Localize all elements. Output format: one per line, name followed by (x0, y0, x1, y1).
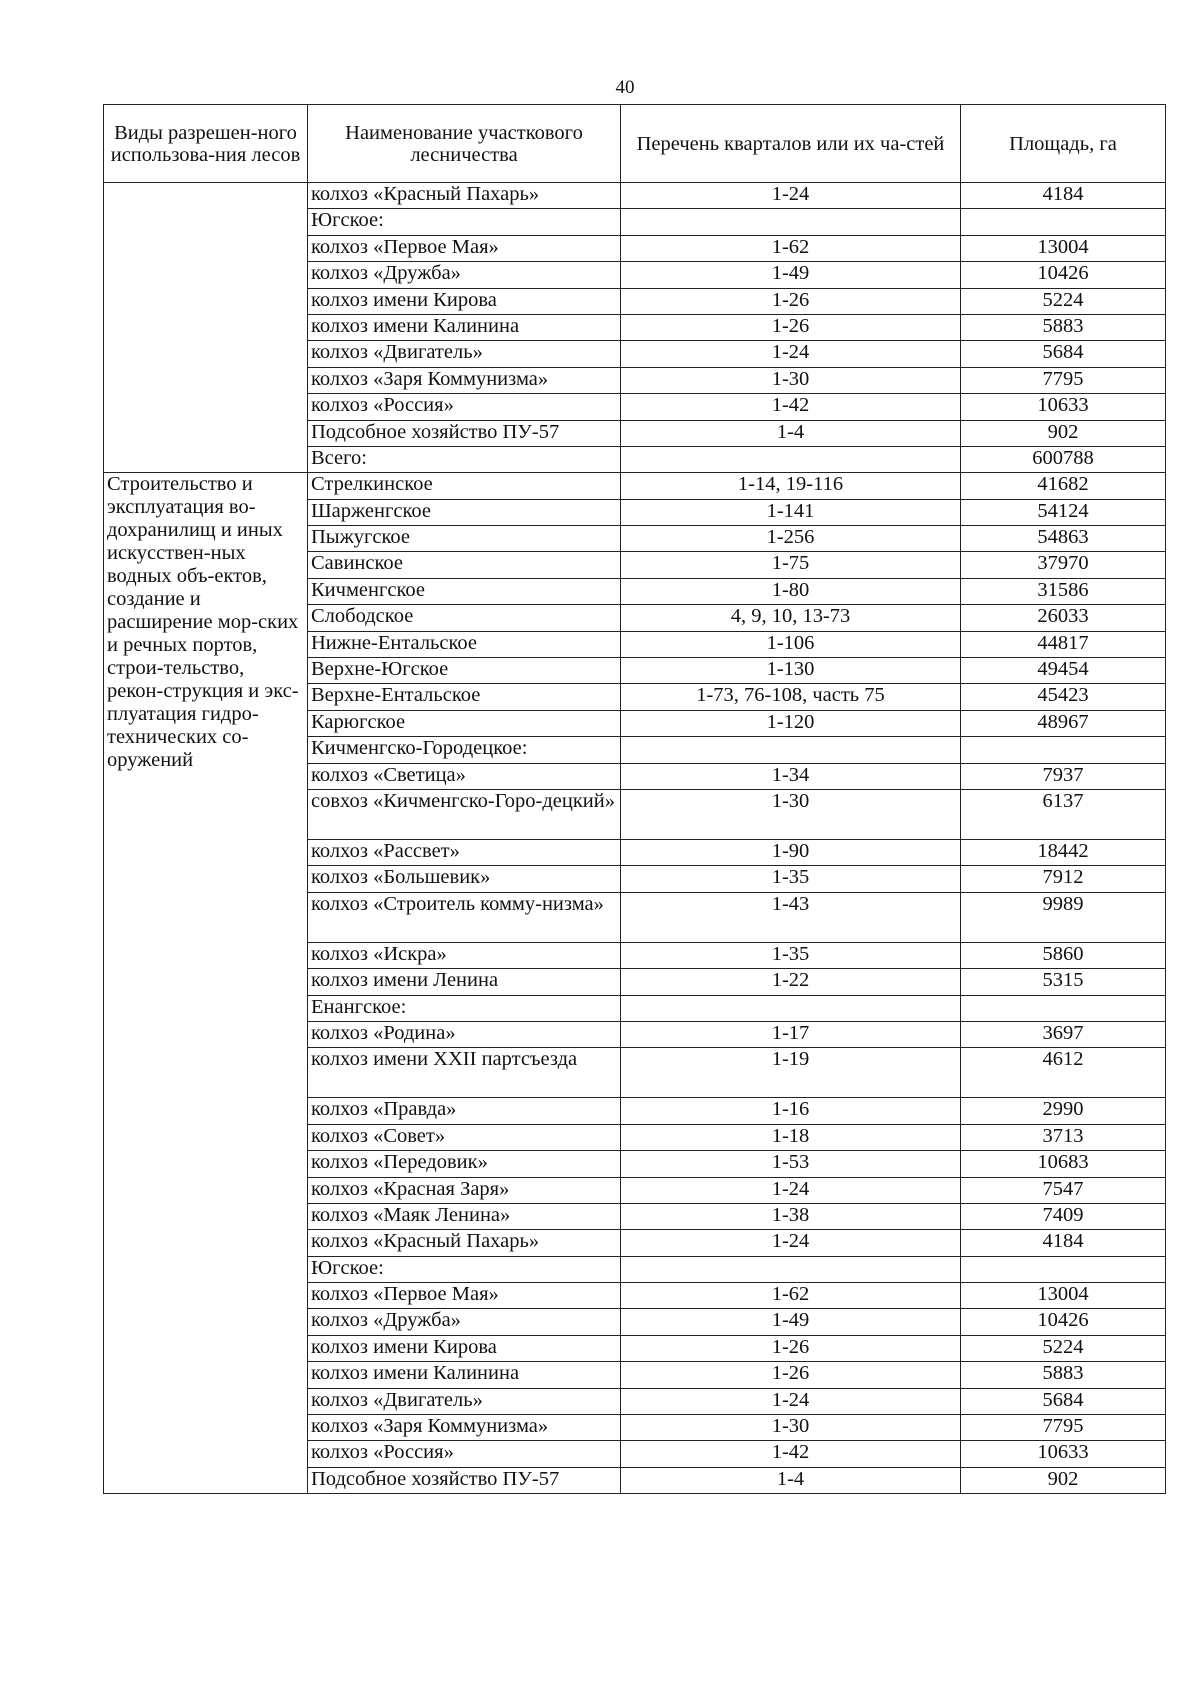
quarters-cell: 1-22 (621, 969, 961, 995)
table-row (104, 473, 1166, 499)
area-cell (961, 995, 1166, 1021)
district-cell: колхоз «Искра» (308, 942, 621, 968)
quarters-cell: 1-53 (621, 1151, 961, 1177)
quarters-cell: 1-35 (621, 866, 961, 892)
table-row (104, 183, 1166, 209)
area-cell: 10633 (961, 1441, 1166, 1467)
quarters-cell: 1-62 (621, 235, 961, 261)
quarters-cell: 1-30 (621, 789, 961, 839)
quarters-cell: 1-24 (621, 1177, 961, 1203)
quarters-cell: 1-14, 19-116 (621, 473, 961, 499)
area-cell: 18442 (961, 839, 1166, 865)
area-cell: 5315 (961, 969, 1166, 995)
district-cell: колхоз «Заря Коммунизма» (308, 367, 621, 393)
quarters-cell: 1-16 (621, 1098, 961, 1124)
area-cell: 5224 (961, 288, 1166, 314)
quarters-cell: 1-75 (621, 552, 961, 578)
area-cell: 600788 (961, 446, 1166, 472)
area-cell: 45423 (961, 684, 1166, 710)
district-cell: Пыжугское (308, 526, 621, 552)
area-cell: 902 (961, 1467, 1166, 1493)
district-cell: колхоз «Красная Заря» (308, 1177, 621, 1203)
area-cell: 7795 (961, 1415, 1166, 1441)
area-cell: 37970 (961, 552, 1166, 578)
area-cell: 7912 (961, 866, 1166, 892)
district-cell: колхоз «Красный Пахарь» (308, 183, 621, 209)
quarters-cell: 1-26 (621, 288, 961, 314)
quarters-cell: 1-43 (621, 892, 961, 942)
district-cell: колхоз имени Кирова (308, 1335, 621, 1361)
district-cell: Югское: (308, 1256, 621, 1282)
quarters-cell: 1-30 (621, 1415, 961, 1441)
quarters-cell: 1-49 (621, 1309, 961, 1335)
quarters-cell (621, 446, 961, 472)
quarters-cell: 1-62 (621, 1283, 961, 1309)
area-cell: 54124 (961, 499, 1166, 525)
area-cell: 7409 (961, 1203, 1166, 1229)
district-cell: колхоз имени Калинина (308, 314, 621, 340)
quarters-cell: 1-130 (621, 658, 961, 684)
quarters-cell: 1-90 (621, 839, 961, 865)
district-cell: колхоз «Совет» (308, 1124, 621, 1150)
quarters-cell: 1-17 (621, 1021, 961, 1047)
header-area: Площадь, га (961, 105, 1166, 183)
district-cell: колхоз имени Ленина (308, 969, 621, 995)
district-cell: колхоз «Красный Пахарь» (308, 1230, 621, 1256)
area-cell: 5224 (961, 1335, 1166, 1361)
area-cell: 4612 (961, 1048, 1166, 1098)
district-cell: Кичменгско-Городецкое: (308, 737, 621, 763)
district-cell: колхоз «Дружба» (308, 262, 621, 288)
area-cell: 31586 (961, 578, 1166, 604)
quarters-cell: 1-141 (621, 499, 961, 525)
district-cell: Кичменгское (308, 578, 621, 604)
district-cell: колхоз имени Калинина (308, 1362, 621, 1388)
district-cell: Подсобное хозяйство ПУ-57 (308, 1467, 621, 1493)
district-cell: Стрелкинское (308, 473, 621, 499)
quarters-cell: 1-35 (621, 942, 961, 968)
area-cell: 10683 (961, 1151, 1166, 1177)
quarters-cell: 1-106 (621, 631, 961, 657)
district-cell: Подсобное хозяйство ПУ-57 (308, 420, 621, 446)
area-cell (961, 1256, 1166, 1282)
area-cell: 10426 (961, 262, 1166, 288)
area-cell: 26033 (961, 605, 1166, 631)
district-cell: колхоз «Родина» (308, 1021, 621, 1047)
area-cell: 3713 (961, 1124, 1166, 1150)
quarters-cell: 1-49 (621, 262, 961, 288)
header-use-type: Виды разрешен-ного использова-ния лесов (104, 105, 308, 183)
district-cell: Карюгское (308, 710, 621, 736)
area-cell: 7547 (961, 1177, 1166, 1203)
district-cell: колхоз «Двигатель» (308, 1388, 621, 1414)
quarters-cell: 1-256 (621, 526, 961, 552)
area-cell: 4184 (961, 183, 1166, 209)
quarters-cell: 1-24 (621, 1230, 961, 1256)
district-cell: Верхне-Ентальское (308, 684, 621, 710)
area-cell: 54863 (961, 526, 1166, 552)
area-cell: 3697 (961, 1021, 1166, 1047)
area-cell (961, 737, 1166, 763)
area-cell: 49454 (961, 658, 1166, 684)
page-number: 40 (615, 77, 635, 98)
quarters-cell: 1-26 (621, 1335, 961, 1361)
area-cell: 10426 (961, 1309, 1166, 1335)
area-cell: 13004 (961, 235, 1166, 261)
quarters-cell: 1-30 (621, 367, 961, 393)
quarters-cell: 1-24 (621, 341, 961, 367)
forest-use-table (103, 104, 1166, 1494)
quarters-cell: 1-24 (621, 183, 961, 209)
area-cell: 41682 (961, 473, 1166, 499)
quarters-cell (621, 737, 961, 763)
header-row (104, 105, 1166, 183)
quarters-cell: 1-38 (621, 1203, 961, 1229)
district-cell: колхоз «Первое Мая» (308, 235, 621, 261)
area-cell: 9989 (961, 892, 1166, 942)
quarters-cell: 1-80 (621, 578, 961, 604)
district-cell: Всего: (308, 446, 621, 472)
quarters-cell: 1-26 (621, 1362, 961, 1388)
table-header (104, 105, 1166, 183)
quarters-cell (621, 995, 961, 1021)
area-cell: 5684 (961, 341, 1166, 367)
area-cell: 6137 (961, 789, 1166, 839)
district-cell: Енангское: (308, 995, 621, 1021)
area-cell: 7937 (961, 763, 1166, 789)
area-cell (961, 209, 1166, 235)
quarters-cell: 1-4 (621, 420, 961, 446)
area-cell: 5860 (961, 942, 1166, 968)
quarters-cell: 1-73, 76-108, часть 75 (621, 684, 961, 710)
district-cell: колхоз «Строитель комму-низма» (308, 892, 621, 942)
district-cell: колхоз «Первое Мая» (308, 1283, 621, 1309)
header-quarters: Перечень кварталов или их ча-стей (621, 105, 961, 183)
district-cell: колхоз «Передовик» (308, 1151, 621, 1177)
district-cell: Шарженгское (308, 499, 621, 525)
quarters-cell: 1-18 (621, 1124, 961, 1150)
district-cell: колхоз «Большевик» (308, 866, 621, 892)
district-cell: Нижне-Ентальское (308, 631, 621, 657)
quarters-cell: 1-120 (621, 710, 961, 736)
district-cell: колхоз «Двигатель» (308, 341, 621, 367)
district-cell: колхоз «Россия» (308, 1441, 621, 1467)
district-cell: колхоз «Светица» (308, 763, 621, 789)
header-district: Наименование участкового лесничества (308, 105, 621, 183)
district-cell: Верхне-Югское (308, 658, 621, 684)
quarters-cell: 1-24 (621, 1388, 961, 1414)
quarters-cell: 1-42 (621, 1441, 961, 1467)
district-cell: совхоз «Кичменгско-Горо-децкий» (308, 789, 621, 839)
district-cell: Югское: (308, 209, 621, 235)
district-cell: колхоз «Заря Коммунизма» (308, 1415, 621, 1441)
area-cell: 44817 (961, 631, 1166, 657)
quarters-cell: 1-26 (621, 314, 961, 340)
area-cell: 2990 (961, 1098, 1166, 1124)
quarters-cell (621, 1256, 961, 1282)
quarters-cell (621, 209, 961, 235)
district-cell: Слободское (308, 605, 621, 631)
district-cell: колхоз «Рассвет» (308, 839, 621, 865)
district-cell: колхоз «Правда» (308, 1098, 621, 1124)
quarters-cell: 4, 9, 10, 13-73 (621, 605, 961, 631)
quarters-cell: 1-4 (621, 1467, 961, 1493)
area-cell: 902 (961, 420, 1166, 446)
area-cell: 7795 (961, 367, 1166, 393)
area-cell: 13004 (961, 1283, 1166, 1309)
district-cell: Савинское (308, 552, 621, 578)
area-cell: 48967 (961, 710, 1166, 736)
area-cell: 5684 (961, 1388, 1166, 1414)
quarters-cell: 1-34 (621, 763, 961, 789)
district-cell: колхоз имени Кирова (308, 288, 621, 314)
district-cell: колхоз «Маяк Ленина» (308, 1203, 621, 1229)
quarters-cell: 1-42 (621, 394, 961, 420)
use-type-cell-continued (104, 183, 308, 473)
area-cell: 10633 (961, 394, 1166, 420)
district-cell: колхоз «Дружба» (308, 1309, 621, 1335)
quarters-cell: 1-19 (621, 1048, 961, 1098)
area-cell: 4184 (961, 1230, 1166, 1256)
district-cell: колхоз «Россия» (308, 394, 621, 420)
use-type-cell: Строительство и эксплуатация во-дохранилищ и иных искусствен-ных водных объ-ектов, создание и расширение мор-ских и речных портов, строи-тельство, рекон-струкция и экс-плуатация гидро-технических со-оружений (104, 473, 308, 1494)
area-cell: 5883 (961, 1362, 1166, 1388)
area-cell: 5883 (961, 314, 1166, 340)
table-body (104, 183, 1166, 1494)
district-cell: колхоз имени XXII партсъезда (308, 1048, 621, 1098)
